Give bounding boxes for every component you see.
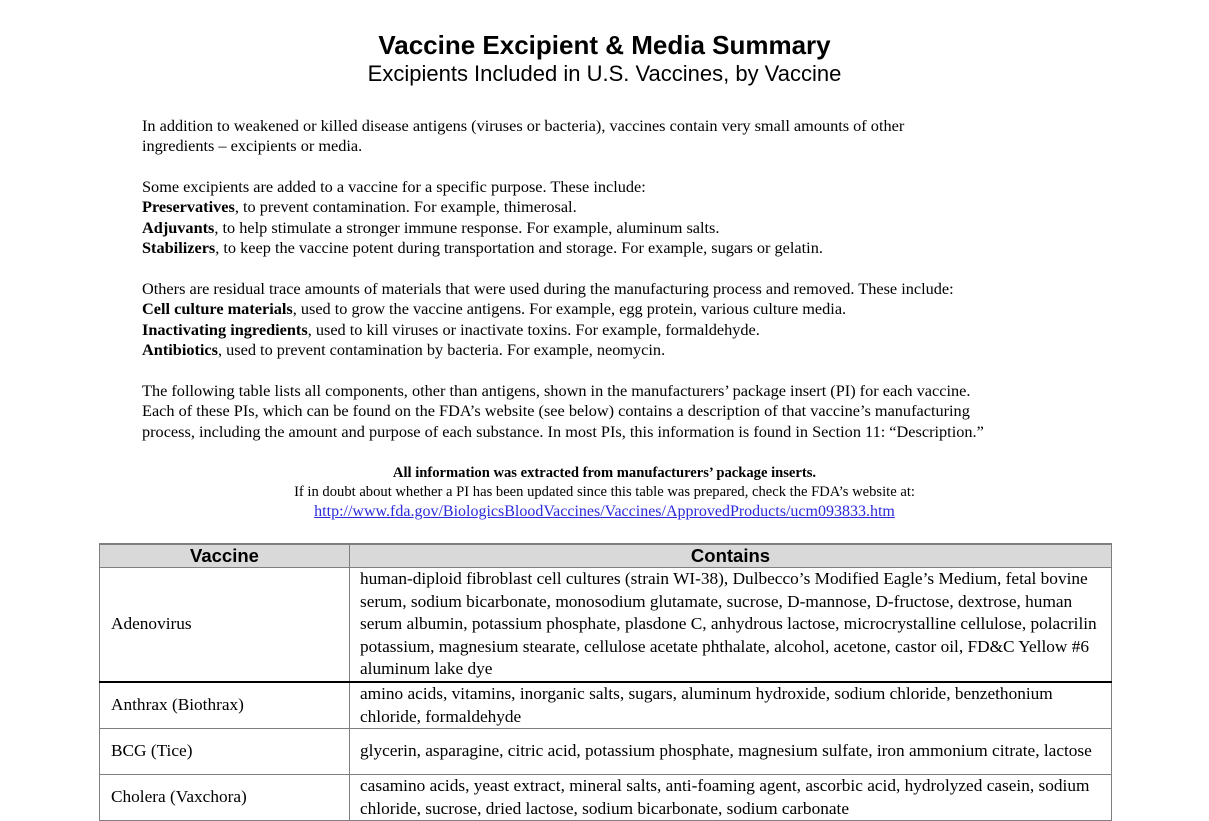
term: Adjuvants	[142, 217, 215, 237]
purpose-item-adjuvants	[142, 218, 1082, 238]
contains-cell: human-diploid fibroblast cell cultures (strain WI-38), Dulbecco’s Modified Eagle’s Medium, fetal bovine serum, sodium bicarbonate, monosodium glutamate, sucrose, D-mannose, D-fructose, dextrose, human serum albumin, potassium phosphate, plasdone C, anhydrous lactose, microcrystalline cellulose, polacrilin potassium, magnesium stearate, cellulose acetate phthalate, alcohol, acetone, castor oil, FD&C Yellow #6 aluminum lake dye	[350, 568, 1112, 682]
table-row	[100, 682, 1112, 729]
residual-item-antibiotics	[142, 340, 1082, 360]
description: , to help stimulate a stronger immune response. For example, aluminum salts.	[214, 217, 720, 237]
vaccine-name-cell: Cholera (Vaxchora)	[100, 775, 350, 821]
notice-line: If in doubt about whether a PI has been updated since this table was prepared, check the FDA’s website at:	[294, 484, 915, 500]
residual-lead: Others are residual trace amounts of materials that were used during the manufacturing process and removed. These include:	[142, 279, 954, 298]
intro-line: ingredients – excipients or media.	[142, 136, 363, 156]
notice-block	[0, 464, 1209, 522]
term: Cell culture materials	[142, 299, 293, 319]
fda-website-link[interactable]: http://www.fda.gov/BiologicsBloodVaccines/Vaccines/ApprovedProducts/ucm093833.htm	[314, 503, 895, 520]
vaccine-excipient-table	[99, 543, 1112, 821]
contains-cell: casamino acids, yeast extract, mineral salts, anti-foaming agent, ascorbic acid, hydrolyzed casein, sodium chloride, sucrose, dried lactose, sodium bicarbonate, sodium carbonate	[350, 775, 1112, 821]
residual-item-inactivating	[142, 320, 1082, 340]
purpose-item-preservatives	[142, 197, 1082, 217]
purpose-lead: Some excipients are added to a vaccine for a specific purpose. These include:	[142, 177, 646, 196]
term: Antibiotics	[142, 340, 218, 360]
description: , to keep the vaccine potent during transportation and storage. For example, sugars or gelatin.	[215, 238, 823, 258]
intro-line: In addition to weakened or killed disease antigens (viruses or bacteria), vaccines contain very small amounts of other	[142, 116, 905, 135]
column-header-vaccine: Vaccine	[100, 544, 350, 568]
column-header-contains: Contains	[350, 544, 1112, 568]
description: , to prevent contamination. For example, thimerosal.	[234, 197, 577, 217]
table-intro-paragraph	[142, 381, 1082, 442]
term: Inactivating ingredients	[142, 319, 308, 339]
purpose-section	[142, 177, 1082, 259]
table-intro-line: Each of these PIs, which can be found on the FDA’s website (see below) contains a description of that vaccine’s manufacturing	[142, 401, 970, 421]
description: , used to grow the vaccine antigens. For example, egg protein, various culture media.	[292, 299, 847, 319]
document-subtitle: Excipients Included in U.S. Vaccines, by Vaccine	[367, 61, 842, 86]
description: , used to prevent contamination by bacteria. For example, neomycin.	[218, 340, 666, 360]
vaccine-name-cell: BCG (Tice)	[100, 729, 350, 775]
contains-cell: glycerin, asparagine, citric acid, potassium phosphate, magnesium sulfate, iron ammonium citrate, lactose	[350, 729, 1112, 775]
table-intro-line: The following table lists all components, other than antigens, shown in the manufacturers’ package insert (PI) for each vaccine.	[142, 381, 971, 400]
table-row	[100, 568, 1112, 682]
term: Stabilizers	[142, 238, 216, 258]
vaccine-name-cell: Anthrax (Biothrax)	[100, 682, 350, 729]
contains-cell: amino acids, vitamins, inorganic salts, sugars, aluminum hydroxide, sodium chloride, benzethonium chloride, formaldehyde	[350, 682, 1112, 729]
intro-paragraph	[142, 116, 1082, 157]
term: Preservatives	[142, 197, 235, 217]
residual-section	[142, 279, 1082, 361]
table-row	[100, 775, 1112, 821]
residual-item-cell-culture	[142, 299, 1082, 319]
table-row	[100, 729, 1112, 775]
purpose-item-stabilizers	[142, 238, 1082, 258]
notice-bold-line: All information was extracted from manufacturers’ package inserts.	[392, 465, 817, 481]
document-title: Vaccine Excipient & Media Summary	[378, 30, 831, 60]
table-intro-line: process, including the amount and purpose of each substance. In most PIs, this information is found in Section 11: “Description.”	[142, 421, 984, 441]
description: , used to kill viruses or inactivate toxins. For example, formaldehyde.	[307, 319, 760, 339]
table-header-row	[100, 544, 1112, 568]
vaccine-name-cell: Adenovirus	[100, 568, 350, 682]
